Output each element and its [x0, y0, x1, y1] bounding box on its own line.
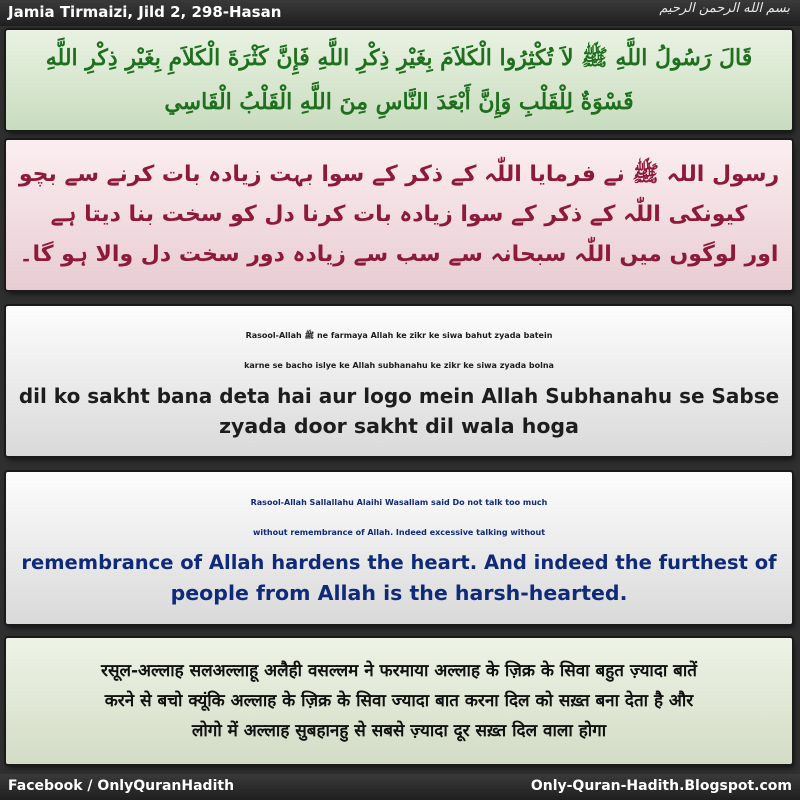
english-line: without remembrance of Allah. Indeed excessive talking without [252, 528, 546, 537]
english-line: people from Allah is the harsh-hearted. [170, 581, 628, 605]
arabic-panel [6, 30, 792, 130]
english-line: Rasool-Allah Sallallahu Alaihi Wasallam said Do not talk too much [250, 498, 548, 507]
facebook-handle: Facebook / OnlyQuranHadith [8, 778, 235, 794]
english-panel [6, 472, 792, 624]
hindi-line: करने से बचो क्यूंकि अल्लाह के ज़िक्र के सिवा ज्यादा बात करना दिल को सख़्त बना देता है और [104, 691, 694, 711]
roman-urdu-line: dil ko sakht bana deta hai aur logo mein Allah Subhanahu se Sabse [18, 384, 780, 408]
urdu-line: اور لوگوں میں اللّٰہ سبحانہ سے سب سے زیادہ دور سخت دل والا ہو گا۔ [19, 242, 779, 267]
roman-urdu-panel [6, 306, 792, 456]
hindi-text [101, 656, 697, 746]
footer-bar [0, 774, 800, 800]
hindi-line: लोगो में अल्लाह सुबहानहु से सबसे ज़्यादा दूर सख़्त दिल वाला होगा [191, 721, 607, 741]
roman-urdu-line: Rasool-Allah ﷺ ne farmaya Allah ke zikr ke siwa bahut zyada batein [245, 331, 553, 340]
urdu-line: کیونکی اللّٰہ کے ذکر کے سوا زیادہ بات کرنا دل کو سخت بنا دیتا ہے [50, 202, 748, 227]
arabic-text [46, 36, 753, 124]
hindi-panel [6, 638, 792, 764]
website-url: Only-Quran-Hadith.Blogspot.com [530, 778, 792, 794]
roman-urdu-line: karne se bacho islye ke Allah subhanahu ke zikr ke siwa zyada bolna [244, 361, 554, 370]
urdu-panel [6, 140, 792, 290]
urdu-line: رسول اللہ ﷺ نے فرمایا اللّٰہ کے ذکر کے سوا بہت زیادہ بات کرنے سے بچو [18, 162, 780, 187]
arabic-line: قَالَ رَسُولُ اللَّهِ ﷺ لاَ تُكْثِرُوا الْكَلاَمَ بِغَيْرِ ذِكْرِ اللَّهِ فَإِنَّ كَثْرَةَ الْكَلاَمِ بِغَيْرِ ذِكْرِ اللَّهِ [45, 45, 753, 71]
basmala-calligraphy: بسم الله الرحمن الرحيم [659, 1, 790, 16]
roman-urdu-line: zyada door sakht dil wala hoga [219, 414, 579, 438]
arabic-line: قَسْوَةٌ لِلْقَلْبِ وَإِنَّ أَبْعَدَ النَّاسِ مِنَ اللَّهِ الْقَلْبُ الْقَاسِي [164, 89, 634, 115]
urdu-text [19, 155, 779, 275]
roman-urdu-text [19, 321, 779, 441]
hadith-reference: Jamia Tirmaizi, Jild 2, 298-Hasan [8, 3, 282, 21]
header-bar [0, 0, 800, 26]
hindi-line: रसूल-अल्लाह सलअल्लाहू अलैही वसल्लम ने फरमाया अल्लाह के ज़िक्र के सिवा बहुत ज़्यादा बातें [101, 661, 697, 681]
english-line: remembrance of Allah hardens the heart. And indeed the furthest of [21, 551, 777, 574]
english-text [21, 488, 776, 608]
